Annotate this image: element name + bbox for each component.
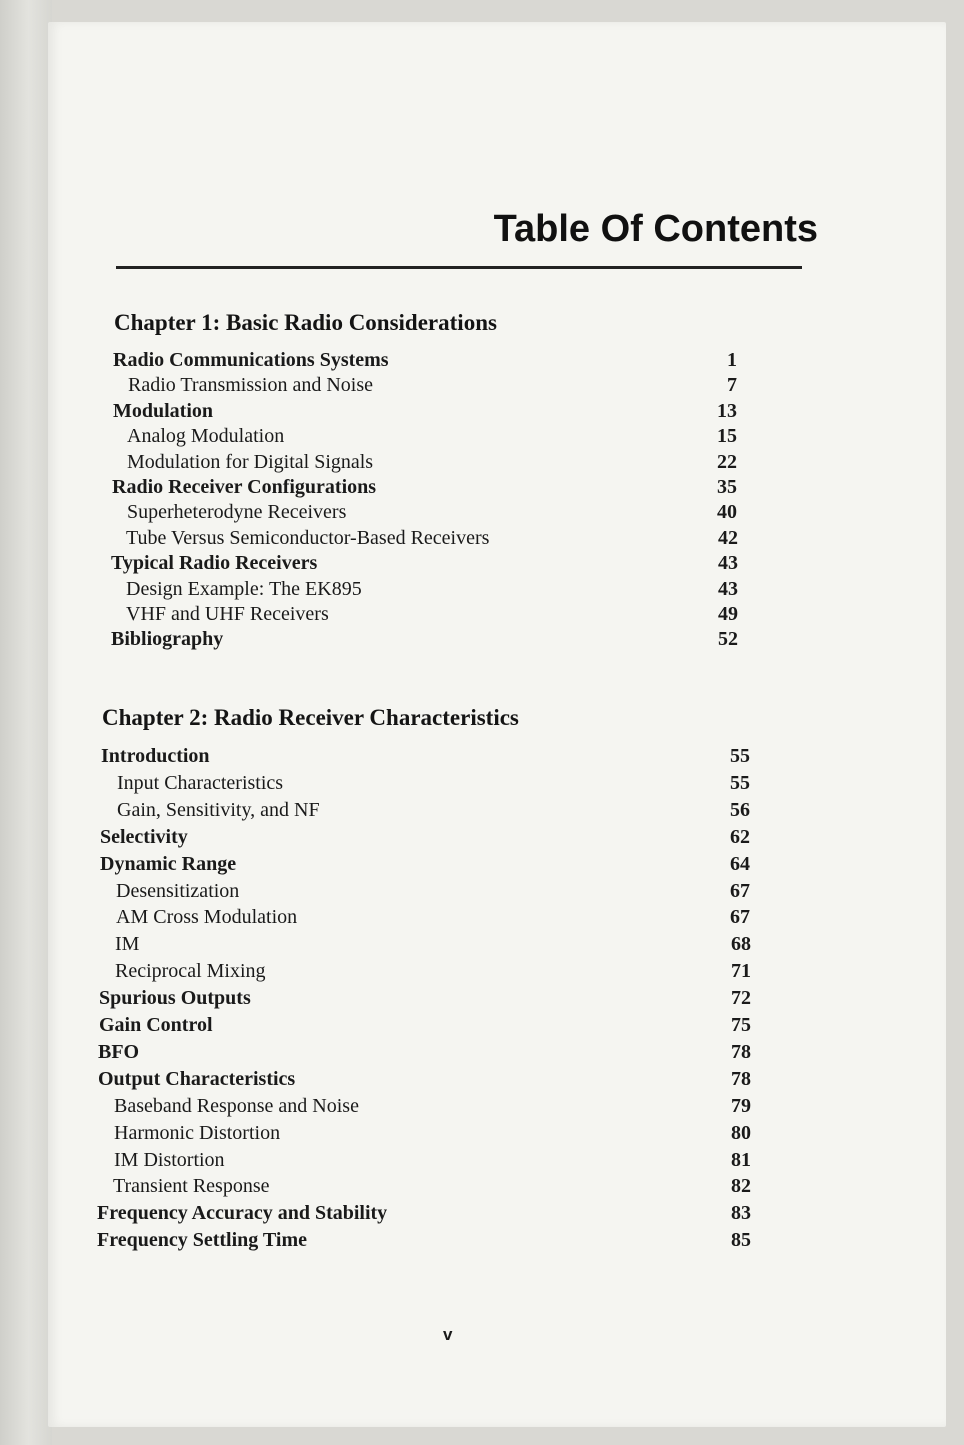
toc-entry: [117, 772, 750, 798]
toc-entry-label: Desensitization: [116, 879, 240, 902]
toc-entry-page: 82: [731, 1175, 751, 1198]
toc-entry: [97, 1229, 751, 1255]
toc-entry: [116, 880, 750, 906]
toc-entry-label: Transient Response: [113, 1175, 270, 1198]
toc-entry-label: Superheterodyne Receivers: [127, 501, 347, 524]
toc-entry-page: 7: [727, 374, 737, 397]
toc-entry: [127, 425, 737, 451]
toc-entry: [117, 799, 750, 825]
toc-entry: [98, 1068, 751, 1094]
toc-entry: [127, 451, 737, 477]
toc-entry: [128, 374, 737, 400]
toc-entry-page: 71: [731, 960, 751, 983]
toc-entry-label: Tube Versus Semiconductor-Based Receivers: [126, 526, 490, 549]
toc-entry: [115, 960, 751, 986]
toc-entry-label: Dynamic Range: [100, 852, 237, 875]
toc-entry: [97, 1202, 751, 1228]
toc-entry-page: 43: [718, 552, 738, 575]
toc-entry-label: Reciprocal Mixing: [115, 960, 266, 983]
toc-entry-label: Radio Communications Systems: [113, 349, 389, 371]
toc-entry: [100, 853, 750, 879]
toc-entry: [113, 400, 737, 426]
toc-entry-page: 55: [730, 771, 750, 794]
toc-entry-page: 68: [731, 933, 751, 956]
toc-entry-page: 56: [730, 798, 750, 821]
toc-entry: [111, 628, 738, 654]
toc-entry-label: Modulation for Digital Signals: [127, 450, 374, 473]
toc-entry: [126, 527, 738, 553]
toc-entry-label: Analog Modulation: [127, 425, 285, 448]
toc-entry-page: 15: [717, 425, 737, 448]
toc-entry-label: Output Characteristics: [98, 1067, 296, 1090]
toc-entry: [113, 349, 737, 375]
toc-entry: [116, 906, 750, 932]
toc-entry: [114, 1149, 751, 1175]
toc-entry: [111, 552, 738, 578]
toc-entry: [113, 1175, 751, 1201]
toc-entry-page: 1: [727, 349, 737, 371]
toc-entry-label: Typical Radio Receivers: [111, 552, 318, 575]
page-number: v: [443, 1325, 453, 1344]
toc-entry: [99, 1014, 751, 1040]
toc-entry-page: 43: [718, 577, 738, 600]
toc-entry-page: 67: [730, 879, 750, 902]
chapter-heading: Chapter 2: Radio Receiver Characteristics: [102, 705, 519, 730]
toc-entry: [99, 987, 751, 1013]
toc-entry-page: 78: [731, 1067, 751, 1090]
toc-entry-page: 79: [731, 1094, 751, 1117]
toc-entry-label: IM: [115, 933, 140, 956]
toc-entry: [114, 1122, 751, 1148]
toc-entry-label: Spurious Outputs: [99, 987, 251, 1010]
toc-entry: [126, 578, 738, 604]
toc-entry-label: Baseband Response and Noise: [114, 1094, 359, 1117]
toc-entry-label: Bibliography: [111, 628, 224, 651]
toc-entry-label: Selectivity: [100, 825, 188, 848]
toc-entry: [101, 745, 750, 771]
toc-entry-page: 67: [730, 906, 750, 929]
toc-entry: [114, 1095, 751, 1121]
toc-entry-page: 81: [731, 1148, 751, 1171]
toc-entry-page: 80: [731, 1121, 751, 1144]
toc-entry: [126, 603, 738, 629]
toc-entry-label: AM Cross Modulation: [116, 906, 298, 929]
toc-entry-label: Input Characteristics: [117, 771, 284, 794]
toc-entry-label: Modulation: [113, 399, 214, 422]
toc-entry-label: Harmonic Distortion: [114, 1121, 281, 1144]
toc-entry-label: Frequency Settling Time: [97, 1229, 307, 1252]
toc-entry: [100, 826, 750, 852]
toc-entry-label: VHF and UHF Receivers: [126, 603, 329, 625]
toc-entry-page: 62: [730, 825, 750, 848]
toc-entry: [115, 933, 751, 959]
toc-entry-page: 49: [718, 603, 738, 625]
toc-entry-page: 35: [717, 476, 737, 498]
toc-entry-label: Introduction: [101, 745, 210, 767]
toc-entry-page: 13: [717, 399, 737, 422]
toc-entry-page: 78: [731, 1040, 751, 1063]
toc-entry-page: 22: [717, 450, 737, 473]
toc-entry-label: Frequency Accuracy and Stability: [97, 1202, 388, 1225]
toc-entry-page: 85: [731, 1229, 751, 1252]
chapter-heading: Chapter 1: Basic Radio Considerations: [114, 310, 497, 335]
toc-entry: [127, 501, 737, 527]
toc-entry-label: BFO: [98, 1040, 140, 1063]
toc-entry-label: IM Distortion: [114, 1148, 225, 1171]
toc-entry-page: 40: [717, 501, 737, 524]
toc-entry-page: 83: [731, 1202, 751, 1225]
toc-entry-label: Radio Receiver Configurations: [112, 476, 377, 498]
toc-entry-page: 55: [730, 745, 750, 767]
toc-entry-page: 42: [718, 526, 738, 549]
toc-entry-page: 64: [730, 852, 750, 875]
toc-entry-page: 72: [731, 987, 751, 1010]
toc-entry-label: Gain Control: [99, 1014, 213, 1036]
toc-entry: [112, 476, 737, 502]
page-title: Table Of Contents: [493, 208, 818, 250]
toc-entry-label: Design Example: The EK895: [126, 577, 362, 600]
toc-entry-label: Gain, Sensitivity, and NF: [117, 798, 320, 821]
toc-entry: [98, 1041, 751, 1067]
toc-entry-page: 52: [718, 628, 738, 651]
toc-entry-page: 75: [731, 1014, 751, 1036]
toc-entry-label: Radio Transmission and Noise: [128, 374, 374, 397]
